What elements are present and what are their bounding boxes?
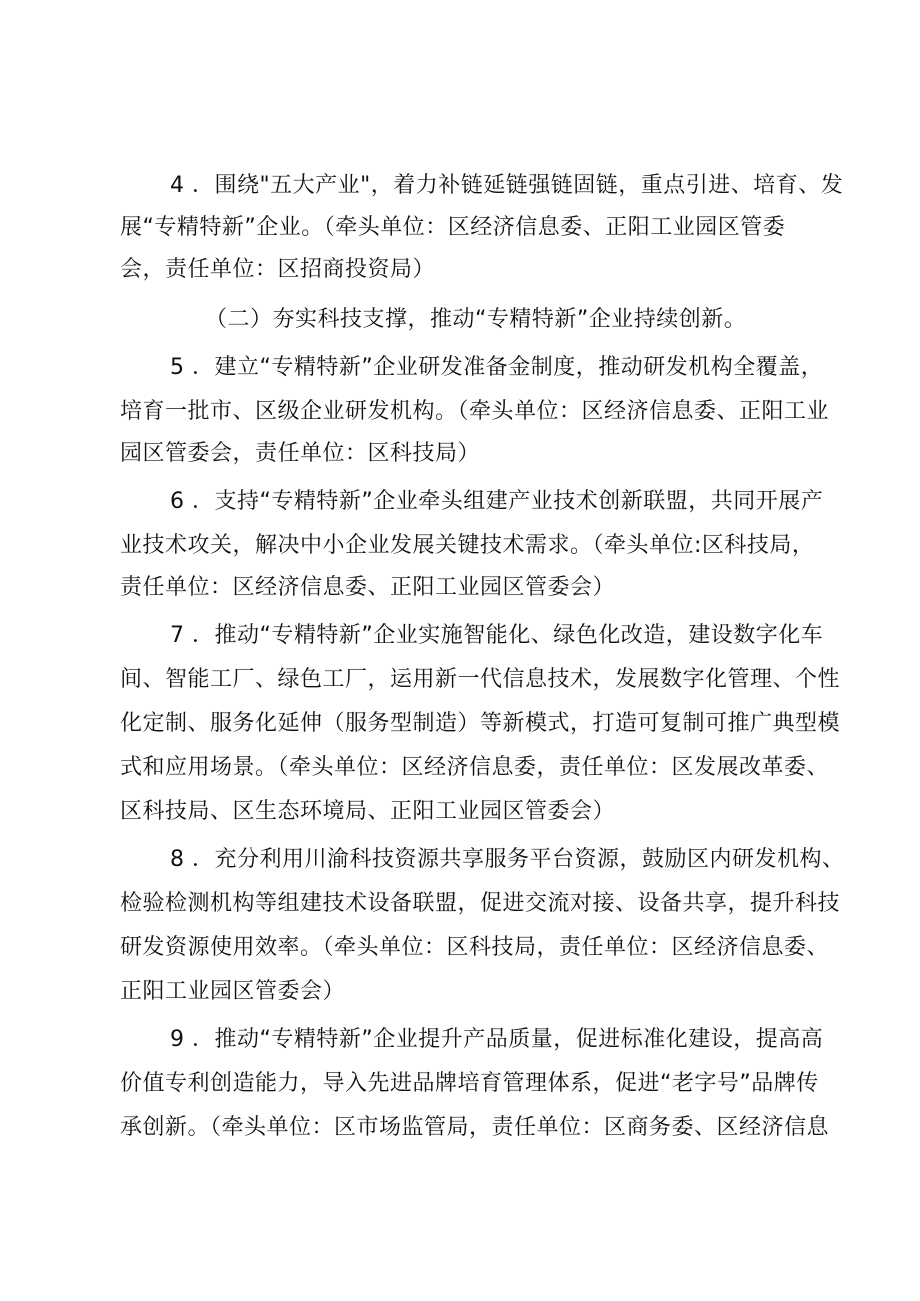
text-line: 正阳工业园区管委会） <box>120 979 346 1004</box>
text-line: 展“专精特新”企业。（牵头单位：区经济信息委、正阳工业园区管委 <box>120 215 786 240</box>
text-line: 检验检测机构等组建技术设备联盟，促进交流对接、设备共享，提升科技 <box>120 891 841 916</box>
text-line: 业技术攻关，解决中小企业发展关键技术需求。（牵头单位:区科技局， <box>120 533 815 558</box>
text-line: 承创新。（牵头单位：区市场监管局，责任单位：区商务委、区经济信息 <box>120 1115 830 1140</box>
text-line: 化定制、服务化延伸（服务型制造）等新模式，打造可复制可推广典型模 <box>120 711 841 736</box>
text-line: 园区管委会，责任单位：区科技局） <box>120 441 481 466</box>
text-line: 5 ．建立“专精特新”企业研发准备金制度，推动研发机构全覆盖， <box>170 355 824 380</box>
text-line: 式和应用场景。（牵头单位：区经济信息委，责任单位：区发展改革委、 <box>120 755 830 780</box>
text-line: 间、智能工厂、绿色工厂，运用新一代信息技术，发展数字化管理、个性 <box>120 667 841 692</box>
section-heading: （二）夯实科技支撑，推动“专精特新”企业持续创新。 <box>205 307 747 332</box>
text-line: 培育一批市、区级企业研发机构。（牵头单位：区经济信息委、正阳工业 <box>120 399 830 424</box>
text-line: 研发资源使用效率。（牵头单位：区科技局，责任单位：区经济信息委、 <box>120 935 830 960</box>
text-line: 区科技局、区生态环境局、正阳工业园区管委会） <box>120 799 616 824</box>
text-line: 4 ．围绕"五大产业"，着力补链延链强链固链，重点引进、培育、发 <box>170 173 844 198</box>
text-line: 价值专利创造能力，导入先进品牌培育管理体系，促进“老字号”品牌传 <box>120 1071 819 1096</box>
text-line: 会，责任单位：区招商投资局） <box>120 257 436 282</box>
text-line: 责任单位：区经济信息委、正阳工业园区管委会） <box>120 575 616 600</box>
text-line: 7 ．推动“专精特新”企业实施智能化、绿色化改造，建设数字化车 <box>170 623 824 648</box>
text-line: 6 ．支持“专精特新”企业牵头组建产业技术创新联盟，共同开展产 <box>170 489 824 514</box>
text-line: 8 ．充分利用川渝科技资源共享服务平台资源，鼓励区内研发机构、 <box>170 847 845 872</box>
text-line: 9 ．推动“专精特新”企业提升产品质量，促进标准化建设，提高高 <box>170 1027 824 1052</box>
